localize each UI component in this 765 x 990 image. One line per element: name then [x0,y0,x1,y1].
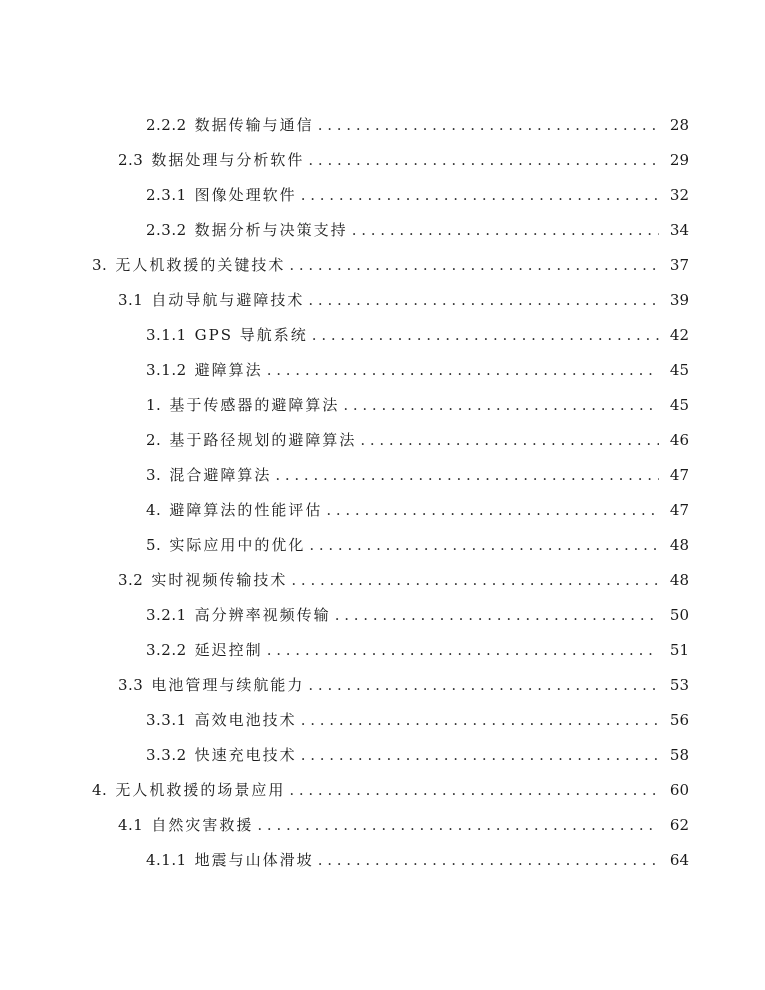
toc-entry-number: 2.2.2 [146,115,187,134]
toc-entry-title: GPS 导航系统 [194,326,308,344]
toc-entry-number: 3.1.2 [146,360,187,379]
toc-entry[interactable] [0,212,689,247]
dot-leader [308,291,659,309]
dot-leader [289,256,659,274]
dot-leader [291,571,659,589]
toc-entry-page: 45 [669,395,689,414]
toc-entry-page: 39 [669,290,689,309]
toc-entry[interactable] [0,457,689,492]
toc-entry-title: 数据分析与决策支持 [194,221,348,239]
toc-entry-page: 45 [669,360,689,379]
toc-entry-number: 4. [146,500,162,519]
toc-entry-page: 48 [669,535,689,554]
toc-entry-page: 64 [669,850,689,869]
toc-entry-title: 数据传输与通信 [194,116,314,134]
toc-entry-title: 地震与山体滑坡 [194,851,314,869]
dot-leader [318,851,659,869]
toc-entry[interactable] [0,247,689,282]
toc-entry-number: 3.2 [118,570,144,589]
toc-entry-number: 3.3.1 [146,710,187,729]
toc-entry-title: 电池管理与续航能力 [151,676,305,694]
toc-entry[interactable] [0,842,689,877]
toc-entry-page: 50 [669,605,689,624]
dot-leader [257,816,659,834]
dot-leader [312,326,659,344]
dot-leader [275,466,659,484]
toc-entry-page: 29 [669,150,689,169]
toc-entry-number: 4.1.1 [146,850,187,869]
toc-entry-title: 混合避障算法 [169,466,272,484]
toc-entry[interactable] [0,282,689,317]
dot-leader [318,116,659,134]
toc-entry-number: 4. [92,780,108,799]
toc-entry-title: 自动导航与避障技术 [151,291,305,309]
dot-leader [301,711,659,729]
toc-entry[interactable] [0,807,689,842]
toc-entry-number: 5. [146,535,162,554]
toc-entry-number: 2.3 [118,150,144,169]
toc-entry-page: 37 [669,255,689,274]
toc-entry-page: 51 [669,640,689,659]
toc-entry-title: 无人机救援的场景应用 [115,781,286,799]
toc-entry-title: 基于路径规划的避障算法 [169,431,357,449]
toc-entry-page: 48 [669,570,689,589]
toc-entry[interactable] [0,772,689,807]
toc-entry[interactable] [0,667,689,702]
toc-entry-page: 46 [669,430,689,449]
toc-entry-title: 快速充电技术 [194,746,297,764]
toc-entry[interactable] [0,107,689,142]
toc-entry-title: 数据处理与分析软件 [151,151,305,169]
toc-entry-number: 3. [146,465,162,484]
toc-entry[interactable] [0,177,689,212]
dot-leader [308,676,659,694]
toc-entry-page: 60 [669,780,689,799]
toc-entry-page: 32 [669,185,689,204]
toc-entry-number: 2.3.1 [146,185,187,204]
dot-leader [309,536,659,554]
dot-leader [301,186,659,204]
dot-leader [335,606,659,624]
toc-entry-number: 2.3.2 [146,220,187,239]
dot-leader [289,781,659,799]
toc-entry-number: 3. [92,255,108,274]
toc-entry-page: 56 [669,710,689,729]
toc-entry-page: 47 [669,465,689,484]
dot-leader [267,641,659,659]
toc-entry-title: 实时视频传输技术 [151,571,288,589]
dot-leader [308,151,659,169]
toc-entry[interactable] [0,352,689,387]
toc-entry-title: 基于传感器的避障算法 [169,396,340,414]
toc-entry-title: 高分辨率视频传输 [194,606,331,624]
toc-entry-page: 28 [669,115,689,134]
toc-entry-number: 4.1 [118,815,144,834]
dot-leader [301,746,659,764]
toc-entry-number: 2. [146,430,162,449]
dot-leader [360,431,659,449]
toc-entry[interactable] [0,422,689,457]
toc-entry-page: 34 [669,220,689,239]
toc-entry-page: 47 [669,500,689,519]
dot-leader [343,396,659,414]
toc-entry-title: 高效电池技术 [194,711,297,729]
toc-entry-title: 自然灾害救援 [151,816,254,834]
toc-entry-title: 避障算法 [194,361,263,379]
toc-entry-number: 1. [146,395,162,414]
toc-entry-title: 延迟控制 [194,641,263,659]
toc-entry-page: 42 [669,325,689,344]
toc-entry-title: 避障算法的性能评估 [169,501,323,519]
dot-leader [326,501,659,519]
toc-entry[interactable] [0,492,689,527]
toc-entry[interactable] [0,632,689,667]
toc-entry[interactable] [0,527,689,562]
toc-entry-number: 3.3.2 [146,745,187,764]
toc-entry-title: 图像处理软件 [194,186,297,204]
toc-entry[interactable] [0,142,689,177]
toc-entry[interactable] [0,317,689,352]
toc-entry-page: 58 [669,745,689,764]
toc-entry[interactable] [0,597,689,632]
toc-entry-number: 3.2.2 [146,640,187,659]
toc-entry-number: 3.1 [118,290,144,309]
toc-entry-number: 3.3 [118,675,144,694]
dot-leader [352,221,659,239]
toc-entry[interactable] [0,387,689,422]
toc-entry-page: 53 [669,675,689,694]
toc-entry-page: 62 [669,815,689,834]
toc-entry[interactable] [0,737,689,772]
dot-leader [267,361,659,379]
toc-entry[interactable] [0,562,689,597]
toc-entry[interactable] [0,702,689,737]
toc-entry-title: 实际应用中的优化 [169,536,306,554]
toc-entry-title: 无人机救援的关键技术 [115,256,286,274]
toc-entry-number: 3.1.1 [146,325,187,344]
toc-entry-number: 3.2.1 [146,605,187,624]
